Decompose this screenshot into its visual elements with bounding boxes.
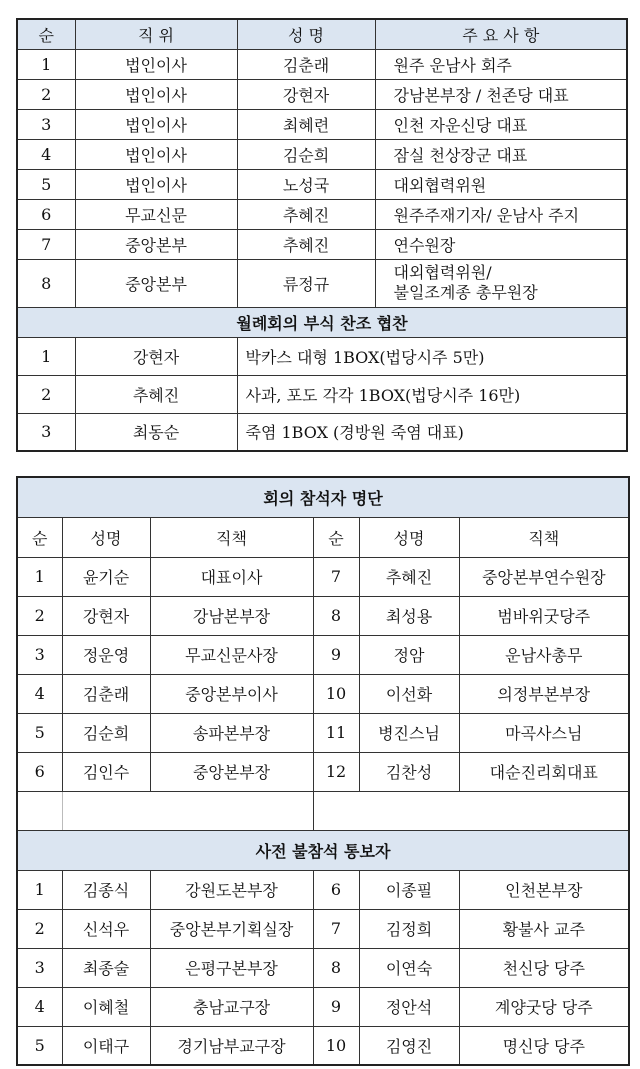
table-row	[17, 713, 629, 752]
no-left: 5	[17, 713, 62, 752]
table-row	[17, 109, 627, 139]
no-left: 4	[17, 674, 62, 713]
row-note: 강남본부장 / 천존당 대표	[375, 79, 627, 109]
table-row	[17, 413, 627, 451]
absent-title-row	[17, 830, 629, 870]
row-note: 원주주재기자/ 운남사 주지	[375, 199, 627, 229]
no-left: 6	[17, 752, 62, 791]
name-right: 김영진	[359, 1026, 459, 1065]
sponsor-item: 사과, 포도 각각 1BOX(법당시주 16만)	[237, 375, 627, 413]
table-row	[17, 948, 629, 987]
table-row	[17, 375, 627, 413]
role-right: 천신당 당주	[459, 948, 629, 987]
name-right: 최성용	[359, 596, 459, 635]
row-note: 연수원장	[375, 229, 627, 259]
name-left: 김인수	[62, 752, 150, 791]
attendance-table	[16, 476, 630, 1066]
table-row	[17, 909, 629, 948]
no-right: 7	[313, 557, 359, 596]
row-name: 최혜련	[237, 109, 375, 139]
table-row	[17, 870, 629, 909]
table-row	[17, 229, 627, 259]
table-row	[17, 169, 627, 199]
role-right: 범바위굿당주	[459, 596, 629, 635]
no-left: 1	[17, 870, 62, 909]
role-left: 송파본부장	[150, 713, 313, 752]
table-row	[17, 635, 629, 674]
table-row	[17, 259, 627, 307]
name-left: 강현자	[62, 596, 150, 635]
table-row	[17, 987, 629, 1026]
header-no: 순	[17, 517, 62, 557]
row-position: 중앙본부	[75, 259, 237, 307]
no-left: 2	[17, 909, 62, 948]
row-no: 3	[17, 109, 75, 139]
no-left: 1	[17, 557, 62, 596]
name-left: 이태구	[62, 1026, 150, 1065]
attendance-header-row	[17, 517, 629, 557]
header-name: 성명	[62, 517, 150, 557]
empty-cell	[62, 791, 313, 830]
row-no: 4	[17, 139, 75, 169]
name-right: 정암	[359, 635, 459, 674]
empty-cell	[17, 791, 62, 830]
row-position: 중앙본부	[75, 229, 237, 259]
role-right: 황불사 교주	[459, 909, 629, 948]
role-right: 마곡사스님	[459, 713, 629, 752]
header-no: 순	[313, 517, 359, 557]
sponsor-no: 1	[17, 337, 75, 375]
header-role: 직책	[150, 517, 313, 557]
officers-header-row	[17, 19, 627, 49]
name-left: 윤기순	[62, 557, 150, 596]
role-left: 중앙본부장	[150, 752, 313, 791]
sponsor-section-row	[17, 307, 627, 337]
no-right: 8	[313, 596, 359, 635]
role-right: 명신당 당주	[459, 1026, 629, 1065]
sponsor-item: 죽염 1BOX (경방원 죽염 대표)	[237, 413, 627, 451]
header-name: 성 명	[237, 19, 375, 49]
sponsor-no: 3	[17, 413, 75, 451]
row-position: 법인이사	[75, 49, 237, 79]
name-left: 최종술	[62, 948, 150, 987]
no-left: 3	[17, 635, 62, 674]
no-left: 5	[17, 1026, 62, 1065]
row-name: 김춘래	[237, 49, 375, 79]
no-right: 10	[313, 674, 359, 713]
name-right: 이종필	[359, 870, 459, 909]
row-position: 법인이사	[75, 169, 237, 199]
empty-cell	[313, 791, 629, 830]
row-no: 6	[17, 199, 75, 229]
no-right: 8	[313, 948, 359, 987]
absent-title: 사전 불참석 통보자	[17, 830, 629, 870]
role-right: 운남사총무	[459, 635, 629, 674]
role-left: 강원도본부장	[150, 870, 313, 909]
no-right: 11	[313, 713, 359, 752]
row-name: 추혜진	[237, 199, 375, 229]
no-right: 12	[313, 752, 359, 791]
header-role: 직책	[459, 517, 629, 557]
row-no: 1	[17, 49, 75, 79]
no-right: 6	[313, 870, 359, 909]
header-position: 직 위	[75, 19, 237, 49]
row-note	[375, 259, 627, 307]
row-no: 8	[17, 259, 75, 307]
row-name: 류정규	[237, 259, 375, 307]
attendance-title: 회의 참석자 명단	[17, 477, 629, 517]
table-row	[17, 674, 629, 713]
sponsor-no: 2	[17, 375, 75, 413]
role-left: 대표이사	[150, 557, 313, 596]
sponsor-name: 강현자	[75, 337, 237, 375]
header-name: 성명	[359, 517, 459, 557]
row-position: 법인이사	[75, 139, 237, 169]
name-right: 병진스님	[359, 713, 459, 752]
no-right: 7	[313, 909, 359, 948]
role-left: 충남교구장	[150, 987, 313, 1026]
no-left: 3	[17, 948, 62, 987]
no-left: 2	[17, 596, 62, 635]
table-row	[17, 752, 629, 791]
table-row	[17, 79, 627, 109]
role-left: 은평구본부장	[150, 948, 313, 987]
name-right: 이연숙	[359, 948, 459, 987]
role-left: 무교신문사장	[150, 635, 313, 674]
role-right: 계양굿당 당주	[459, 987, 629, 1026]
name-right: 이선화	[359, 674, 459, 713]
row-note: 원주 운남사 회주	[375, 49, 627, 79]
name-right: 추혜진	[359, 557, 459, 596]
name-left: 정운영	[62, 635, 150, 674]
row-no: 2	[17, 79, 75, 109]
sponsor-section-title: 월례회의 부식 찬조 협찬	[17, 307, 627, 337]
no-right: 9	[313, 987, 359, 1026]
row-note: 잠실 천상장군 대표	[375, 139, 627, 169]
table-row	[17, 139, 627, 169]
role-left: 경기남부교구장	[150, 1026, 313, 1065]
role-right: 중앙본부연수원장	[459, 557, 629, 596]
name-left: 김순희	[62, 713, 150, 752]
name-left: 김종식	[62, 870, 150, 909]
row-note-line2: 불일조계종 총무원장	[393, 283, 538, 302]
attendance-title-row	[17, 477, 629, 517]
role-left: 중앙본부기획실장	[150, 909, 313, 948]
no-right: 9	[313, 635, 359, 674]
table-row	[17, 596, 629, 635]
row-no: 5	[17, 169, 75, 199]
officers-table	[16, 18, 628, 452]
role-left: 강남본부장	[150, 596, 313, 635]
header-no: 순	[17, 19, 75, 49]
row-note: 대외협력위원	[375, 169, 627, 199]
name-left: 이혜철	[62, 987, 150, 1026]
role-right: 대순진리회대표	[459, 752, 629, 791]
name-right: 정안석	[359, 987, 459, 1026]
role-right: 의정부본부장	[459, 674, 629, 713]
name-right: 김찬성	[359, 752, 459, 791]
header-note: 주 요 사 항	[375, 19, 627, 49]
sponsor-name: 추혜진	[75, 375, 237, 413]
row-name: 강현자	[237, 79, 375, 109]
role-left: 중앙본부이사	[150, 674, 313, 713]
name-left: 신석우	[62, 909, 150, 948]
no-right: 10	[313, 1026, 359, 1065]
row-note-line1: 대외협력위원/	[393, 263, 492, 282]
table-row	[17, 1026, 629, 1065]
row-note: 인천 자운신당 대표	[375, 109, 627, 139]
role-right: 인천본부장	[459, 870, 629, 909]
table-row	[17, 199, 627, 229]
row-position: 법인이사	[75, 79, 237, 109]
row-name: 추혜진	[237, 229, 375, 259]
row-no: 7	[17, 229, 75, 259]
row-position: 무교신문	[75, 199, 237, 229]
table-row	[17, 557, 629, 596]
row-name: 노성국	[237, 169, 375, 199]
empty-row	[17, 791, 629, 830]
row-position: 법인이사	[75, 109, 237, 139]
table-row	[17, 337, 627, 375]
sponsor-name: 최동순	[75, 413, 237, 451]
name-left: 김춘래	[62, 674, 150, 713]
table-row	[17, 49, 627, 79]
name-right: 김정희	[359, 909, 459, 948]
no-left: 4	[17, 987, 62, 1026]
sponsor-item: 박카스 대형 1BOX(법당시주 5만)	[237, 337, 627, 375]
row-name: 김순희	[237, 139, 375, 169]
